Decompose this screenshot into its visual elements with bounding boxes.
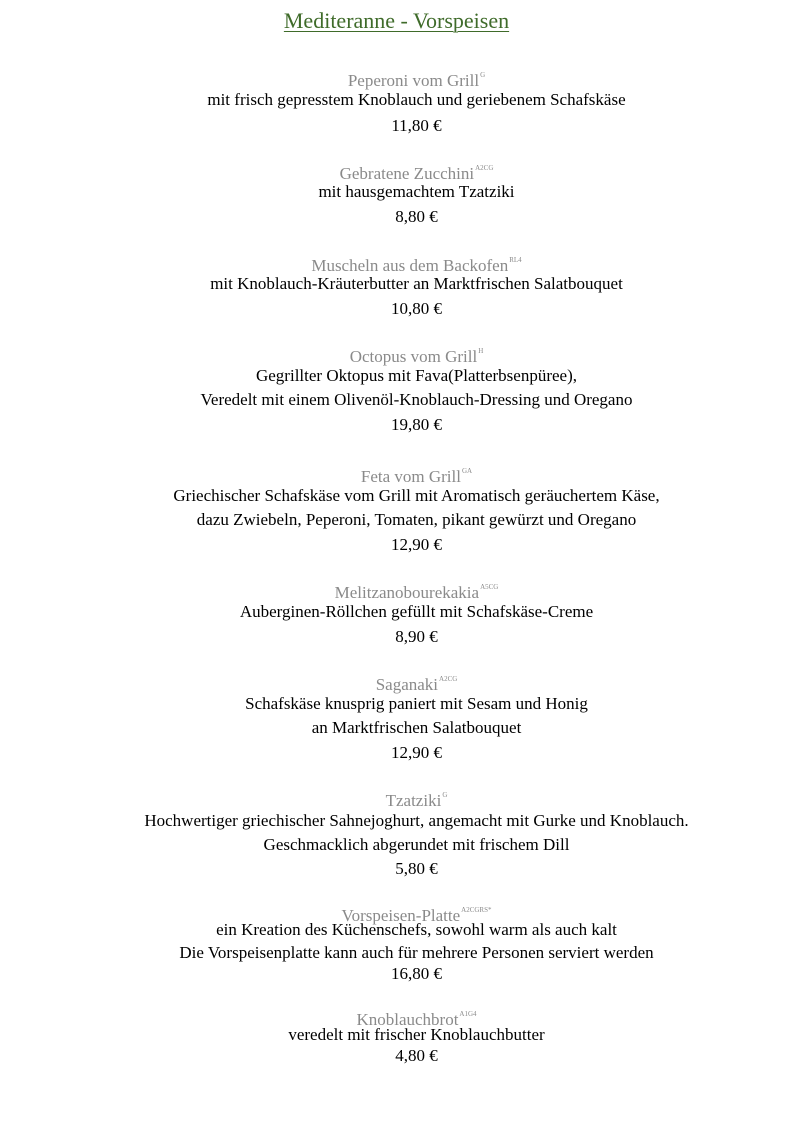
dish-name (0, 669, 793, 695)
dish-description: mit hausgemachtem Tzatziki (318, 182, 515, 201)
dish-name-text: Vorspeisen-Platte (341, 906, 461, 925)
allergen-codes: A2CGRS* (461, 906, 492, 914)
dish-name-text: Octopus vom Grill (349, 347, 478, 366)
dish-price: 16,80 € (391, 964, 442, 983)
dish-name-text: Knoblauchbrot (356, 1010, 459, 1029)
allergen-codes: A2CG (475, 164, 494, 172)
dish-price: 19,80 € (391, 415, 442, 434)
page-title: Mediteranne - Vorspeisen (283, 8, 510, 33)
dish-name (0, 65, 793, 91)
dish-name-text: Tzatziki (385, 791, 442, 810)
dish-price: 4,80 € (395, 1046, 438, 1065)
dish-name-text: Saganaki (375, 675, 439, 694)
dish-description: an Marktfrischen Salatbouquet (311, 718, 522, 737)
dish-description: veredelt mit frischer Knoblauchbutter (288, 1025, 545, 1044)
dish-price: 10,80 € (391, 299, 442, 318)
allergen-codes: GA (461, 467, 473, 475)
dish-description: mit Knoblauch-Kräuterbutter an Marktfrischen Salatbouquet (210, 274, 623, 293)
dish-price: 12,90 € (391, 743, 442, 762)
dish-price: 12,90 € (391, 535, 442, 554)
allergen-codes: A1G4 (459, 1010, 477, 1018)
dish-description: ein Kreation des Küchenschefs, sowohl warm als auch kalt (216, 920, 617, 939)
dish-name-text: Melitzanobourekakia (334, 583, 480, 602)
allergen-codes: H (478, 347, 484, 355)
dish-price: 8,80 € (395, 207, 438, 226)
dish-name (0, 461, 793, 487)
dish-price: 5,80 € (395, 859, 438, 878)
dish-name (0, 158, 793, 184)
dish-name (0, 577, 793, 603)
dish-description: dazu Zwiebeln, Peperoni, Tomaten, pikant gewürzt und Oregano (196, 510, 637, 529)
allergen-codes: A5CG (480, 583, 499, 591)
dish-description: Gegrillter Oktopus mit Fava(Platterbsenpüree), (255, 366, 578, 385)
dish-name (0, 341, 793, 367)
dish-description: Geschmacklich abgerundet mit frischem Dill (263, 835, 570, 854)
dish-name-text: Muscheln aus dem Backofen (311, 256, 509, 275)
dish-description: Schafskäse knusprig paniert mit Sesam und Honig (245, 694, 588, 713)
dish-description: Veredelt mit einem Olivenöl-Knoblauch-Dressing und Oregano (200, 390, 633, 409)
allergen-codes: RL4 (509, 256, 522, 264)
allergen-codes: G (442, 791, 448, 799)
dish-name-text: Feta vom Grill (360, 467, 461, 486)
dish-description: Die Vorspeisenplatte kann auch für mehrere Personen serviert werden (179, 943, 654, 962)
dish-name (0, 250, 793, 276)
dish-description: Hochwertiger griechischer Sahnejoghurt, angemacht mit Gurke und Knoblauch. (144, 811, 689, 830)
dish-description: Griechischer Schafskäse vom Grill mit Aromatisch geräuchertem Käse, (173, 486, 660, 505)
dish-name-text: Peperoni vom Grill (347, 71, 480, 90)
allergen-codes: A2CG (439, 675, 458, 683)
dish-name (0, 785, 793, 811)
dish-description: Auberginen-Röllchen gefüllt mit Schafskäse-Creme (239, 602, 594, 621)
dish-price: 8,90 € (395, 627, 438, 646)
dish-description: mit frisch gepresstem Knoblauch und geriebenem Schafskäse (207, 90, 626, 109)
dish-price: 11,80 € (391, 116, 442, 135)
dish-name-text: Gebratene Zucchini (339, 164, 475, 183)
allergen-codes: G (480, 71, 486, 79)
